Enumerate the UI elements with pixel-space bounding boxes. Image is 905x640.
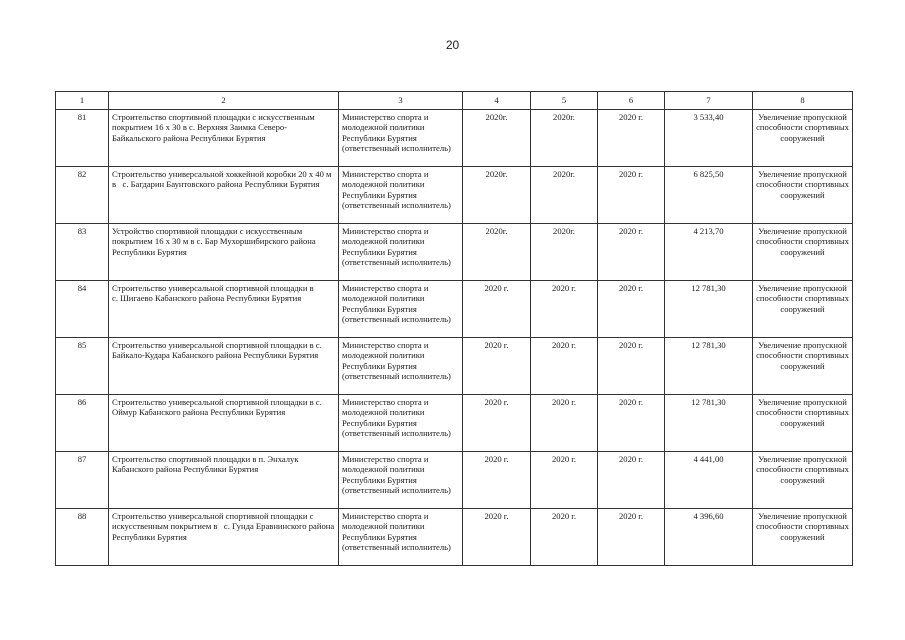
year-start-text: 2020 г. bbox=[484, 397, 509, 407]
cell-year-start bbox=[463, 167, 531, 224]
cell-row-number bbox=[56, 281, 109, 338]
funding-amount-text: 4 396,60 bbox=[693, 511, 724, 521]
executor-text: Министерство спорта и молодежной политики Республики Бурятия (ответственный исполнитель) bbox=[342, 397, 451, 439]
cell-year-end bbox=[531, 452, 598, 509]
row-number-text: 83 bbox=[77, 226, 87, 236]
cell-year-completion bbox=[598, 110, 665, 167]
object-name-text: Строительство спортивной площадки с искусственным покрытием 16 х 30 в с. Верхняя Заимка Северо-Байкальского района Республики Бурятия bbox=[112, 112, 317, 143]
header-col-2: 2 bbox=[109, 92, 339, 110]
year-start-text: 2020 г. bbox=[484, 511, 509, 521]
executor-text: Министерство спорта и молодежной политики Республики Бурятия (ответственный исполнитель) bbox=[342, 454, 451, 496]
year-start-text: 2020 г. bbox=[484, 283, 509, 293]
year-completion-text: 2020 г. bbox=[618, 397, 644, 407]
cell-year-completion bbox=[598, 224, 665, 281]
cell-executor bbox=[339, 110, 463, 167]
cell-object-name bbox=[109, 281, 339, 338]
expected-result-text: Увеличение пропускной способности спортивных сооружений bbox=[756, 340, 849, 371]
cell-expected-result bbox=[753, 509, 853, 566]
cell-year-end bbox=[531, 110, 598, 167]
object-name-text: Строительство универсальной спортивной площадки в с. Байкало-Кудара Кабанского района Республики Бурятия bbox=[112, 340, 324, 361]
cell-year-completion bbox=[598, 338, 665, 395]
table-header bbox=[56, 92, 853, 110]
cell-funding-amount bbox=[665, 338, 753, 395]
table-row bbox=[56, 167, 853, 224]
cell-year-start bbox=[463, 110, 531, 167]
executor-text: Министерство спорта и молодежной политики Республики Бурятия (ответственный исполнитель) bbox=[342, 112, 451, 154]
object-name-text: Устройство спортивной площадки с искусственным покрытием 16 х 30 м в с. Бар Мухоршибирского района Республики Бурятия bbox=[112, 226, 318, 257]
cell-object-name bbox=[109, 395, 339, 452]
cell-funding-amount bbox=[665, 224, 753, 281]
cell-funding-amount bbox=[665, 167, 753, 224]
cell-row-number bbox=[56, 110, 109, 167]
expected-result-text: Увеличение пропускной способности спортивных сооружений bbox=[756, 397, 849, 428]
cell-year-end bbox=[531, 167, 598, 224]
header-row bbox=[56, 92, 853, 110]
cell-year-start bbox=[463, 338, 531, 395]
row-number-text: 88 bbox=[77, 511, 87, 521]
header-col-1: 1 bbox=[56, 92, 109, 110]
row-number-text: 84 bbox=[77, 283, 87, 293]
header-col-8: 8 bbox=[753, 92, 853, 110]
cell-year-start bbox=[463, 224, 531, 281]
cell-object-name bbox=[109, 110, 339, 167]
cell-funding-amount bbox=[665, 110, 753, 167]
header-col-5: 5 bbox=[531, 92, 598, 110]
cell-year-completion bbox=[598, 395, 665, 452]
cell-funding-amount bbox=[665, 509, 753, 566]
year-start-text: 2020 г. bbox=[484, 454, 509, 464]
cell-expected-result bbox=[753, 110, 853, 167]
year-end-text: 2020 г. bbox=[551, 283, 577, 293]
cell-year-end bbox=[531, 509, 598, 566]
page-number: 20 bbox=[445, 38, 460, 52]
funding-amount-text: 12 781,30 bbox=[691, 340, 726, 350]
executor-text: Министерство спорта и молодежной политики Республики Бурятия (ответственный исполнитель) bbox=[342, 169, 451, 211]
cell-object-name bbox=[109, 509, 339, 566]
table-row bbox=[56, 338, 853, 395]
cell-year-end bbox=[531, 224, 598, 281]
cell-year-start bbox=[463, 281, 531, 338]
cell-row-number bbox=[56, 509, 109, 566]
row-number-text: 82 bbox=[77, 169, 87, 179]
year-start-text: 2020г. bbox=[485, 112, 508, 122]
year-start-text: 2020г. bbox=[485, 169, 508, 179]
object-name-text: Строительство универсальной спортивной площадки в с. Шигаево Кабанского района Республики Бурятия bbox=[112, 283, 340, 304]
funding-amount-text: 6 825,50 bbox=[693, 169, 724, 179]
cell-row-number bbox=[56, 338, 109, 395]
cell-object-name bbox=[109, 452, 339, 509]
cell-year-completion bbox=[598, 509, 665, 566]
year-end-text: 2020г. bbox=[553, 169, 575, 179]
cell-executor bbox=[339, 338, 463, 395]
year-completion-text: 2020 г. bbox=[618, 454, 644, 464]
cell-expected-result bbox=[753, 395, 853, 452]
year-end-text: 2020 г. bbox=[551, 397, 577, 407]
table-row bbox=[56, 509, 853, 566]
year-completion-text: 2020 г. bbox=[618, 226, 644, 236]
object-name-text: Строительство универсальной спортивной площадки в с. Оймур Кабанского района Республики Бурятия bbox=[112, 397, 324, 418]
year-completion-text: 2020 г. bbox=[618, 112, 644, 122]
year-end-text: 2020г. bbox=[553, 112, 575, 122]
cell-year-completion bbox=[598, 452, 665, 509]
executor-text: Министерство спорта и молодежной политики Республики Бурятия (ответственный исполнитель) bbox=[342, 340, 451, 382]
cell-executor bbox=[339, 509, 463, 566]
cell-year-start bbox=[463, 395, 531, 452]
cell-executor bbox=[339, 167, 463, 224]
executor-text: Министерство спорта и молодежной политики Республики Бурятия (ответственный исполнитель) bbox=[342, 511, 451, 553]
table-row bbox=[56, 281, 853, 338]
expected-result-text: Увеличение пропускной способности спортивных сооружений bbox=[756, 283, 849, 314]
expected-result-text: Увеличение пропускной способности спортивных сооружений bbox=[756, 454, 849, 485]
object-name-text: Строительство спортивной площадки в п. Энхалук Кабанского района Республики Бурятия bbox=[112, 454, 301, 475]
expected-result-text: Увеличение пропускной способности спортивных сооружений bbox=[756, 112, 849, 143]
table-row bbox=[56, 452, 853, 509]
year-start-text: 2020 г. bbox=[484, 340, 509, 350]
cell-year-completion bbox=[598, 281, 665, 338]
cell-object-name bbox=[109, 224, 339, 281]
row-number-text: 87 bbox=[77, 454, 87, 464]
table-row bbox=[56, 395, 853, 452]
year-end-text: 2020 г. bbox=[551, 511, 577, 521]
expected-result-text: Увеличение пропускной способности спортивных сооружений bbox=[756, 511, 849, 542]
cell-year-end bbox=[531, 395, 598, 452]
year-start-text: 2020г. bbox=[485, 226, 508, 236]
cell-expected-result bbox=[753, 338, 853, 395]
year-completion-text: 2020 г. bbox=[618, 283, 644, 293]
cell-funding-amount bbox=[665, 452, 753, 509]
cell-expected-result bbox=[753, 452, 853, 509]
table-row bbox=[56, 224, 853, 281]
cell-row-number bbox=[56, 395, 109, 452]
year-end-text: 2020г. bbox=[553, 226, 575, 236]
header-col-7: 7 bbox=[665, 92, 753, 110]
funding-amount-text: 12 781,30 bbox=[691, 283, 726, 293]
funding-amount-text: 4 441,00 bbox=[693, 454, 724, 464]
cell-row-number bbox=[56, 452, 109, 509]
header-col-3: 3 bbox=[339, 92, 463, 110]
header-col-6: 6 bbox=[598, 92, 665, 110]
funding-amount-text: 12 781,30 bbox=[691, 397, 726, 407]
header-col-4: 4 bbox=[463, 92, 531, 110]
row-number-text: 85 bbox=[77, 340, 87, 350]
table-body bbox=[56, 110, 853, 566]
object-name-text: Строительство универсальной спортивной площадки с искусственным покрытием в с. Гунда Еравнинского района Республики Бурятия bbox=[112, 511, 337, 542]
cell-object-name bbox=[109, 338, 339, 395]
year-completion-text: 2020 г. bbox=[618, 340, 644, 350]
funding-amount-text: 3 533,40 bbox=[693, 112, 724, 122]
cell-row-number bbox=[56, 167, 109, 224]
cell-year-end bbox=[531, 338, 598, 395]
cell-year-start bbox=[463, 452, 531, 509]
cell-funding-amount bbox=[665, 395, 753, 452]
cell-executor bbox=[339, 281, 463, 338]
cell-expected-result bbox=[753, 224, 853, 281]
cell-expected-result bbox=[753, 167, 853, 224]
expected-result-text: Увеличение пропускной способности спортивных сооружений bbox=[756, 226, 849, 257]
row-number-text: 81 bbox=[77, 112, 87, 122]
cell-expected-result bbox=[753, 281, 853, 338]
program-table bbox=[55, 91, 853, 566]
cell-row-number bbox=[56, 224, 109, 281]
year-end-text: 2020 г. bbox=[551, 454, 577, 464]
expected-result-text: Увеличение пропускной способности спортивных сооружений bbox=[756, 169, 849, 200]
cell-year-start bbox=[463, 509, 531, 566]
cell-executor bbox=[339, 395, 463, 452]
year-end-text: 2020 г. bbox=[551, 340, 577, 350]
cell-year-end bbox=[531, 281, 598, 338]
object-name-text: Строительство универсальной хоккейной коробки 20 х 40 м в с. Багдарин Баунтовского района Республики Бурятия bbox=[112, 169, 334, 190]
executor-text: Министерство спорта и молодежной политики Республики Бурятия (ответственный исполнитель) bbox=[342, 283, 451, 325]
executor-text: Министерство спорта и молодежной политики Республики Бурятия (ответственный исполнитель) bbox=[342, 226, 451, 268]
cell-funding-amount bbox=[665, 281, 753, 338]
cell-year-completion bbox=[598, 167, 665, 224]
cell-executor bbox=[339, 224, 463, 281]
year-completion-text: 2020 г. bbox=[618, 511, 644, 521]
cell-executor bbox=[339, 452, 463, 509]
year-completion-text: 2020 г. bbox=[618, 169, 644, 179]
row-number-text: 86 bbox=[77, 397, 87, 407]
cell-object-name bbox=[109, 167, 339, 224]
table-row bbox=[56, 110, 853, 167]
funding-amount-text: 4 213,70 bbox=[693, 226, 724, 236]
